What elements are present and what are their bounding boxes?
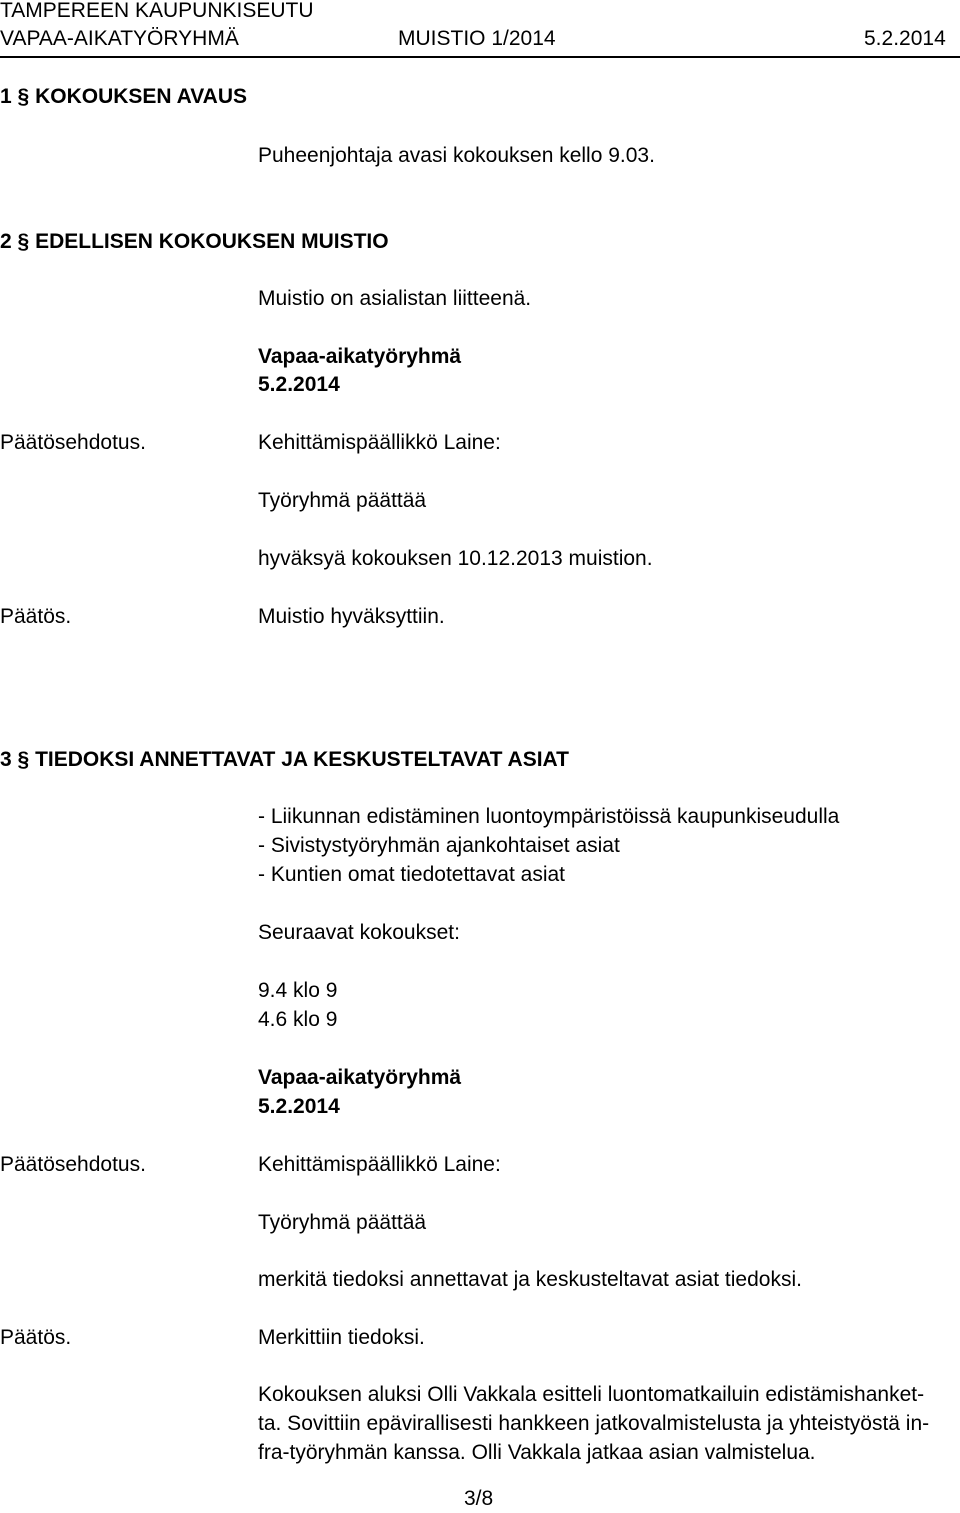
- section-3-heading: [0, 745, 569, 774]
- section-2-decision-label: Päätös.: [0, 605, 72, 628]
- section-2-committee: Vapaa-aikatyöryhmä: [258, 345, 462, 368]
- next-meeting-date: 9.4 klo 9: [258, 979, 338, 1002]
- header-rule: [0, 56, 960, 58]
- section-2-heading: [0, 227, 389, 256]
- section-3-proposal-line1: Työryhmä päättää: [258, 1211, 427, 1234]
- section-2-title: EDELLISEN KOKOUKSEN MUISTIO: [35, 230, 389, 253]
- section-1-title: KOKOUKSEN AVAUS: [35, 85, 248, 108]
- page-number: 3/8: [464, 1487, 494, 1510]
- section-1-heading: [0, 82, 247, 111]
- section-2-decision-text: Muistio hyväksyttiin.: [258, 605, 445, 628]
- section-2-committee-date: 5.2.2014: [258, 373, 340, 396]
- section-2-number: 2: [0, 230, 12, 253]
- section-2-proposal-line2: hyväksyä kokouksen 10.12.2013 muistion.: [258, 547, 653, 570]
- header-org: TAMPEREEN KAUPUNKISEUTU: [0, 0, 314, 22]
- list-item: - Liikunnan edistäminen luontoympäristöissä kaupunkiseudulla: [258, 805, 840, 828]
- section-icon: §: [17, 230, 30, 253]
- section-3-committee-date: 5.2.2014: [258, 1095, 340, 1118]
- section-2-proposal-label: Päätösehdotus.: [0, 431, 146, 454]
- section-3-proposal-line2: merkitä tiedoksi annettavat ja keskusteltavat asiat tiedoksi.: [258, 1268, 802, 1291]
- header-doc: MUISTIO 1/2014: [398, 27, 556, 50]
- section-icon: §: [17, 748, 30, 771]
- section-1-body: Puheenjohtaja avasi kokouksen kello 9.03.: [258, 144, 655, 167]
- section-3-note-line: Kokouksen aluksi Olli Vakkala esitteli luontomatkailuin edistämishanket-: [258, 1383, 925, 1406]
- list-item: - Kuntien omat tiedotettavat asiat: [258, 863, 566, 886]
- section-3-number: 3: [0, 748, 12, 771]
- section-3-decision-text: Merkittiin tiedoksi.: [258, 1326, 425, 1349]
- section-3-proposal-label: Päätösehdotus.: [0, 1153, 146, 1176]
- next-meetings-label: Seuraavat kokoukset:: [258, 921, 460, 944]
- section-icon: §: [17, 85, 30, 108]
- section-3-note-line: fra-työryhmän kanssa. Olli Vakkala jatkaa asian valmistelua.: [258, 1441, 816, 1464]
- section-3-decision-label: Päätös.: [0, 1326, 72, 1349]
- section-2-proposal-line1: Työryhmä päättää: [258, 489, 427, 512]
- header-date: 5.2.2014: [864, 27, 946, 50]
- list-item: - Sivistystyöryhmän ajankohtaiset asiat: [258, 834, 620, 857]
- section-3-committee: Vapaa-aikatyöryhmä: [258, 1066, 462, 1089]
- section-2-proposal-lead: Kehittämispäällikkö Laine:: [258, 431, 501, 454]
- next-meeting-date: 4.6 klo 9: [258, 1008, 338, 1031]
- section-3-proposal-lead: Kehittämispäällikkö Laine:: [258, 1153, 501, 1176]
- section-3-title: TIEDOKSI ANNETTAVAT JA KESKUSTELTAVAT ASIAT: [35, 748, 569, 771]
- section-1-number: 1: [0, 85, 12, 108]
- header-group: VAPAA-AIKATYÖRYHMÄ: [0, 27, 239, 50]
- section-2-body: Muistio on asialistan liitteenä.: [258, 287, 532, 310]
- section-3-note-line: ta. Sovittiin epävirallisesti hankkeen jatkovalmistelusta ja yhteistyöstä in-: [258, 1412, 930, 1435]
